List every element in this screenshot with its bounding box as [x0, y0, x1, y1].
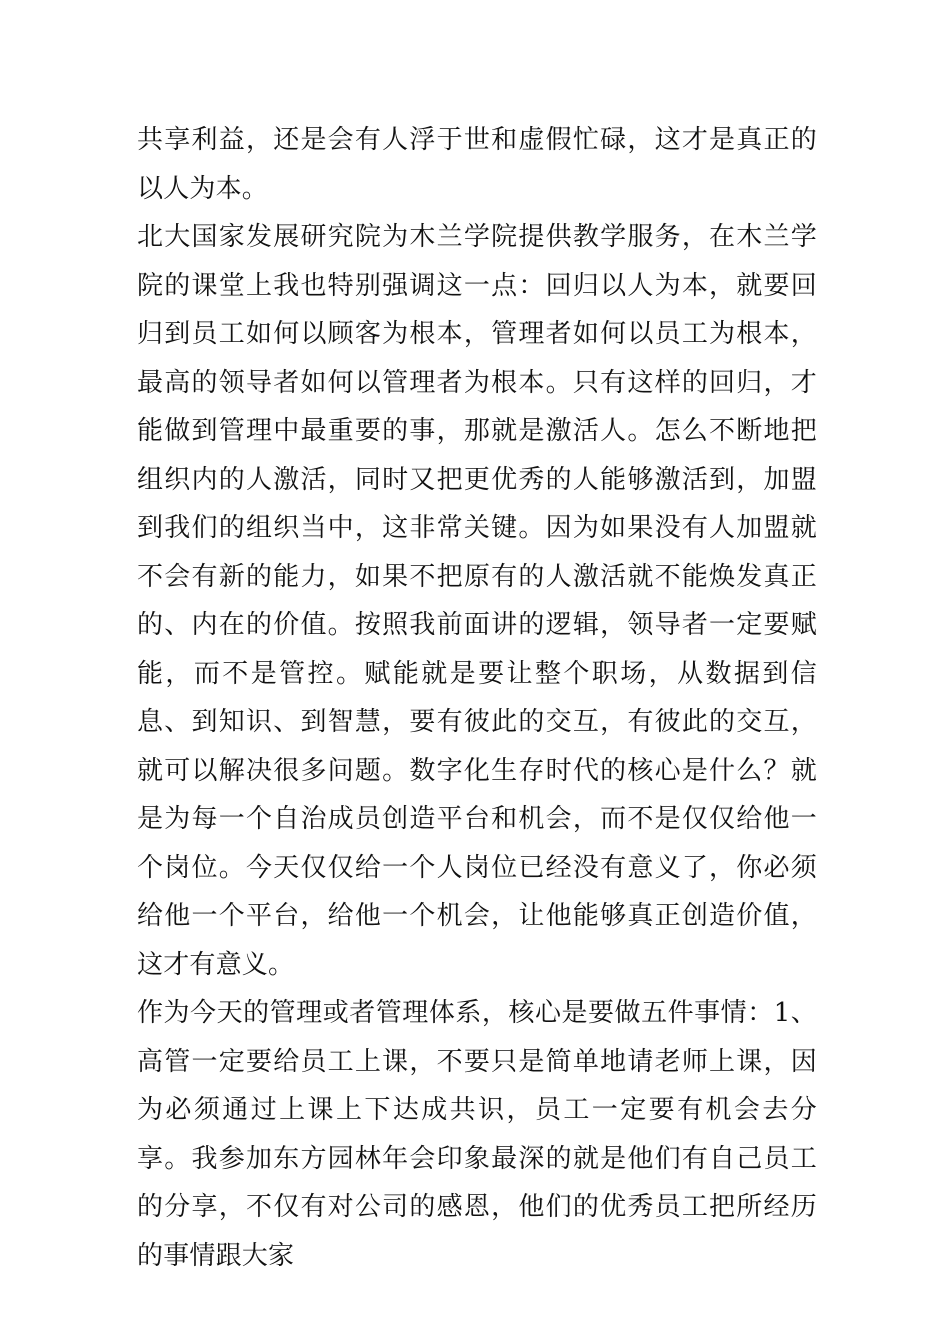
document-body — [137, 116, 817, 1280]
paragraph-1: 共享利益，还是会有人浮于世和虚假忙碌，这才是真正的以人为本。 — [137, 125, 817, 204]
paragraph-2: 北大国家发展研究院为木兰学院提供教学服务，在木兰学院的课堂上我也特别强调这一点：回归以人为本，就要回归到员工如何以顾客为根本，管理者如何以员工为根本，最高的领导者如何以管理者为根本。只有这样的回归，才能做到管理中最重要的事，那就是激活人。怎么不断地把组织内的人激活，同时又把更优秀的人能够激活到，加盟到我们的组织当中，这非常关键。因为如果没有人加盟就不会有新的能力，如果不把原有的人激活就不能焕发真正的、内在的价值。按照我前面讲的逻辑，领导者一定要赋能，而不是管控。赋能就是要让整个职场，从数据到信息、到知识、到智慧，要有彼此的交互，有彼此的交互，就可以解决很多问题。数字化生存时代的核心是什么？就是为每一个自治成员创造平台和机会，而不是仅仅给他一个岗位。今天仅仅给一个人岗位已经没有意义了，你必须给他一个平台，给他一个机会，让他能够真正创造价值，这才有意义。 — [137, 222, 817, 980]
paragraph-3: 作为今天的管理或者管理体系，核心是要做五件事情：1、高管一定要给员工上课，不要只是简单地请老师上课，因为必须通过上课上下达成共识，员工一定要有机会去分享。我参加东方园林年会印象最深的就是他们有自己员工的分享，不仅有对公司的感恩，他们的优秀员工把所经历的事情跟大家 — [137, 998, 817, 1271]
